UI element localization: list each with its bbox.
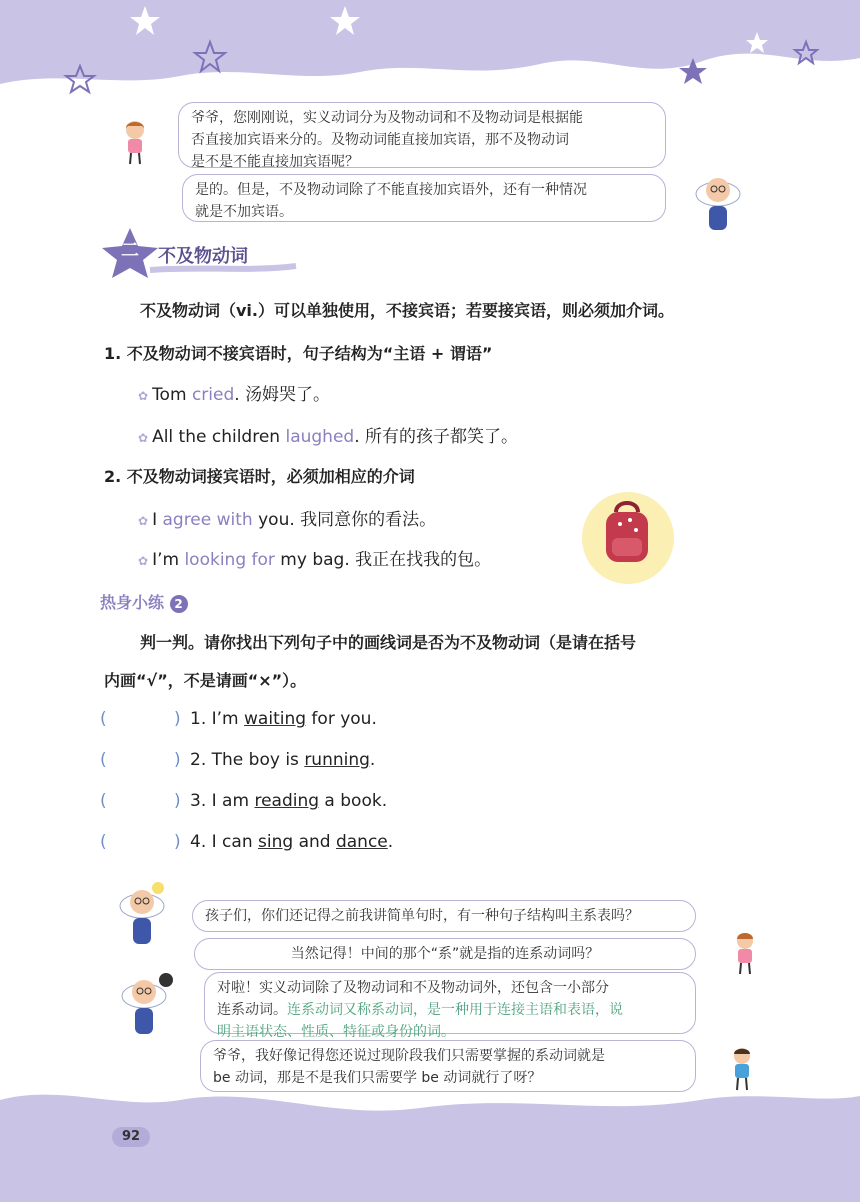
bubble-line: 否直接加宾语来分的。及物动词能直接加宾语，那不及物动词 — [191, 132, 569, 148]
example-text: . — [354, 427, 366, 447]
example-text: . — [234, 385, 246, 405]
example-highlight: laughed — [285, 427, 355, 447]
bubble-line: 爷爷，我好像记得您还说过现阶段我们只需要掌握的系动词就是 — [213, 1048, 605, 1064]
bubble-line: 爷爷，您刚刚说，实义动词分为及物动词和不及物动词是根据能 — [191, 110, 583, 126]
bubble-line: 是的。但是，不及物动词除了不能直接加宾语外，还有一种情况 — [195, 182, 587, 198]
bubble-line: 明主语状态、性质、特征或身份的词。 — [217, 1024, 455, 1040]
example-translation: 汤姆哭了。 — [245, 385, 331, 405]
instruction-line-2: 内画“√”，不是请画“×”）。 — [104, 671, 307, 690]
example-line — [138, 422, 518, 447]
answer-paren-open[interactable]: ( — [100, 832, 107, 852]
speech-bubble-girl-answer: 当然记得！中间的那个“系”就是指的连系动词吗？ — [194, 938, 696, 970]
example-highlight: agree with — [162, 510, 253, 530]
bubble-line: 连系动词。连系动词又称系动词，是一种用于连接主语和表语，说 — [217, 1002, 623, 1018]
example-text: my bag. — [274, 550, 356, 570]
answer-paren-open[interactable]: ( — [100, 750, 107, 770]
grandpa-talking-character-icon — [120, 970, 176, 1036]
section-number: 二 — [121, 240, 139, 261]
practice-item-3: 3. I am reading a book. — [190, 791, 388, 811]
bubble-line: 就是不加宾语。 — [195, 204, 293, 220]
practice-item-1: 1. I’m waiting for you. — [190, 709, 377, 729]
practice-title — [100, 590, 188, 613]
star-bullet-icon: ✿ — [138, 514, 149, 528]
girl-character-icon — [730, 930, 760, 976]
example-line — [138, 545, 491, 570]
speech-bubble-girl — [178, 102, 666, 168]
page-number: 92 — [112, 1127, 150, 1147]
example-text: I — [152, 510, 163, 530]
instruction-line-1: 判一判。请你找出下列句子中的画线词是否为不及物动词（是请在括号 — [140, 633, 637, 652]
speech-bubble-grandpa-question: 孩子们，你们还记得之前我讲简单句时，有一种句子结构叫主系表吗？ — [192, 900, 696, 932]
example-translation: 我正在找我的包。 — [355, 550, 492, 570]
top-wave-decoration — [0, 0, 860, 100]
answer-paren-close: ) — [174, 709, 181, 729]
example-translation: 我同意你的看法。 — [300, 510, 437, 530]
grandpa-idea-character-icon — [118, 880, 176, 948]
answer-paren-close: ) — [174, 750, 181, 770]
backpack-icon — [580, 490, 676, 586]
answer-paren-close: ) — [174, 791, 181, 811]
example-line — [138, 380, 330, 405]
rule-1-label: 1. 不及物动词不接宾语时，句子结构为“主语 + 谓语” — [104, 344, 493, 363]
rule-2-label: 2. 不及物动词接宾语时，必须加相应的介词 — [104, 467, 415, 486]
intro-rule: 不及物动词（vi.）可以单独使用，不接宾语；若要接宾语，则必须加介词。 — [140, 301, 674, 320]
speech-bubble-grandpa-explain — [204, 972, 696, 1040]
example-translation: 所有的孩子都笑了。 — [365, 427, 519, 447]
practice-item-2: 2. The boy is running. — [190, 750, 376, 770]
answer-paren-open[interactable]: ( — [100, 791, 107, 811]
answer-paren-close: ) — [174, 832, 181, 852]
example-highlight: looking for — [184, 550, 275, 570]
bubble-line: be 动词，那是不是我们只需要学 be 动词就行了呀？ — [213, 1070, 542, 1086]
boy-character-icon — [728, 1046, 756, 1092]
example-line — [138, 505, 436, 530]
star-bullet-icon: ✿ — [138, 554, 149, 568]
section-title: 不及物动词 — [158, 246, 248, 267]
practice-number-badge: 2 — [170, 595, 188, 613]
practice-item-4: 4. I can sing and dance. — [190, 832, 394, 852]
speech-bubble-grandpa — [182, 174, 666, 222]
girl-character-icon — [118, 118, 152, 166]
speech-bubble-boy-question — [200, 1040, 696, 1092]
star-bullet-icon: ✿ — [138, 431, 149, 445]
practice-title-text: 热身小练 — [100, 593, 165, 612]
example-highlight: cried — [191, 385, 235, 405]
bubble-line: 是不是不能直接加宾语呢？ — [191, 154, 359, 170]
example-text: All the children — [152, 427, 286, 447]
example-text: you. — [252, 510, 301, 530]
bubble-line: 对啦！实义动词除了及物动词和不及物动词外，还包含一小部分 — [217, 980, 609, 996]
answer-paren-open[interactable]: ( — [100, 709, 107, 729]
example-text: I’m — [152, 550, 185, 570]
example-text: Tom — [152, 385, 192, 405]
star-bullet-icon: ✿ — [138, 389, 149, 403]
grandpa-character-icon — [694, 172, 742, 234]
